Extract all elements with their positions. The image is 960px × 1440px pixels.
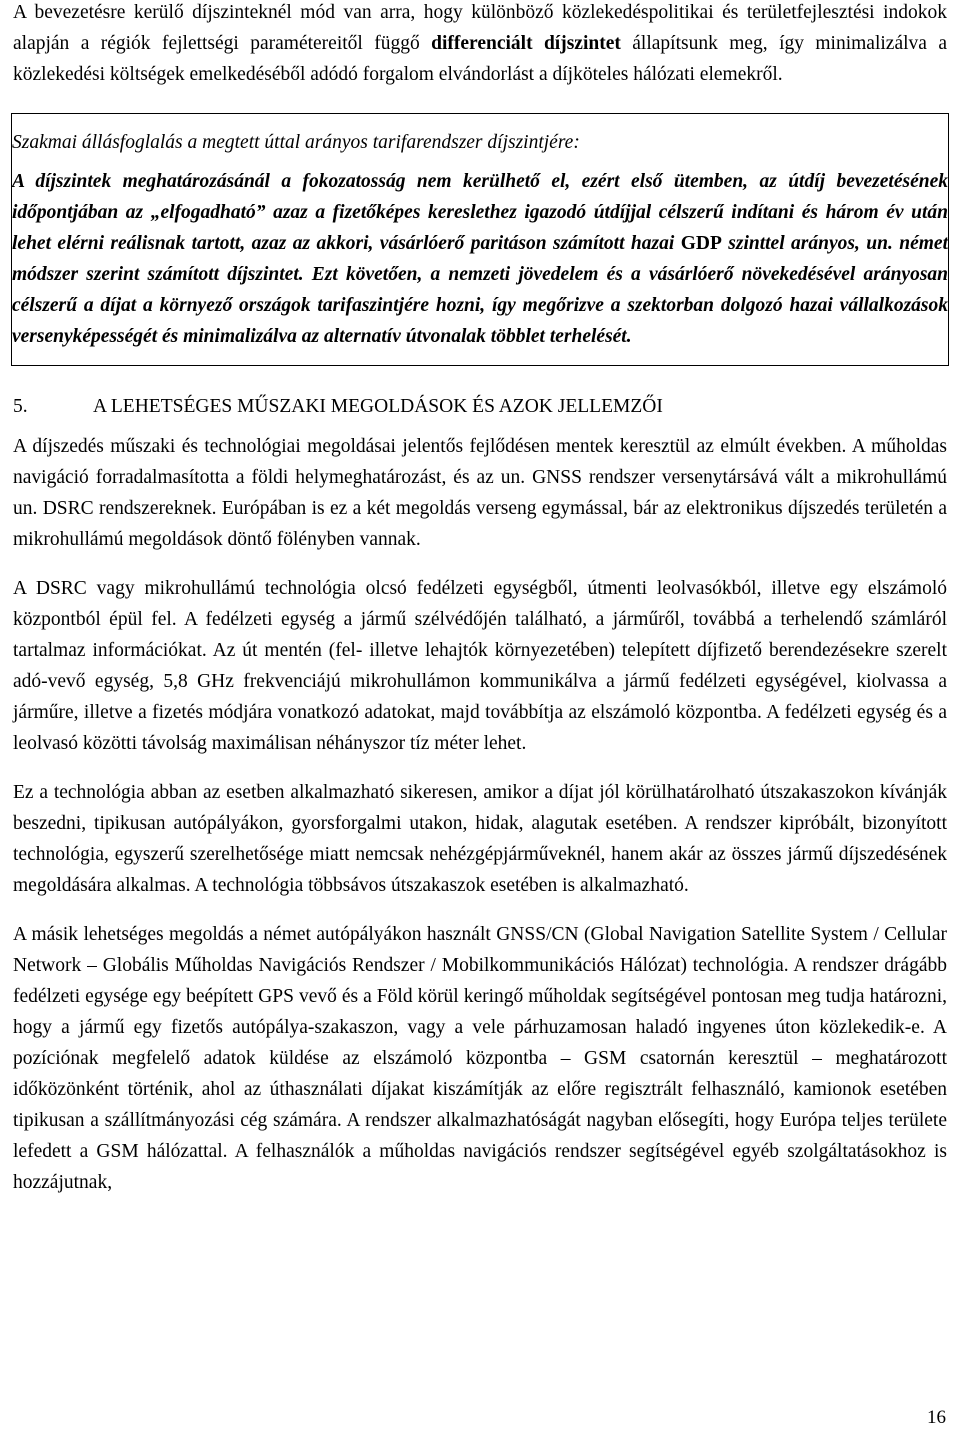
body-paragraph-4: A másik lehetséges megoldás a német autópályákon használt GNSS/CN (Global Navigation Satellite System / Cellular Network – Globális Műholdas Navigációs Rendszer / Mobilkommunikációs Hálózat) technológia. A rendszer drágább fedélzeti egysége egy beépített GPS vevő és a Föld körül keringő műholdak segítségével pontosan meg tudja határozni, hogy a jármű egy fizetős autópálya-szakaszon, vagy a vele párhuzamosan haladó ingyenes úton közlekedik-e. A pozíciónak megfelelő adatok küldése az elszámoló központba – GSM csatornán keresztül – meghatározott időközönként történik, ahol az úthasználati díjakat kiszámítják az előre regisztrált felhasználó, kamionok esetében tipikusan a szállítmányozási cég számára. A rendszer alkalmazhatóságát nagyban elősegíti, hogy Európa teljes területe lefedett a GSM hálózattal. A felhasználók a műholdas navigációs rendszer segítségével egyéb szolgáltatásokhoz is hozzájutnak, — [13, 924, 947, 1193]
box-heading: Szakmai állásfoglalás a megtett úttal arányos tarifarendszer díjszintjére: — [12, 132, 580, 153]
position-statement-box — [11, 113, 949, 366]
section-title: A LEHETSÉGES MŰSZAKI MEGOLDÁSOK ÉS AZOK JELLEMZŐI — [93, 396, 663, 417]
intro-paragraph — [13, 0, 947, 90]
document-page — [13, 0, 947, 1198]
body-paragraph-2: A DSRC vagy mikrohullámú technológia olcsó fedélzeti egységből, útmenti leolvasókból, illetve egy elszámoló központból épül fel. A fedélzeti egység a jármű szélvédőjén található, a járműről, továbbá a terhelendő számláról tartalmaz információkat. Az út mentén (fel- illetve lehajtók környezetében) telepített díjfizető berendezésekre szerelt adó-vevő egység, 5,8 GHz frekvenciájú mikrohullámon kommunikálva a jármű fedélzeti egységével, kiolvassa a járműre, illetve a fizetés módjára vonatkozó adatokat, majd továbbítja az elszámoló központba. A fedélzeti egység és a leolvasó közötti távolság maximálisan néhányszor tíz méter lehet. — [13, 578, 947, 754]
box-body-part2: szinttel arányos, un. német módszer szerint számított díjszintet. Ezt követően, a nemzeti jövedelem és a vásárlóerő növekedésével arányosan célszerű a díjat a környező országok tarifaszintjére hozni, így megőrizve a szektorban dolgozó hazai vállalkozások versenyképességét és minimalizálva az alternatív útvonalak többlet terhelését. — [12, 233, 948, 347]
body-paragraph-3: Ez a technológia abban az esetben alkalmazható sikeresen, amikor a díjat jól körülhatárolható útszakaszokon kívánják beszedni, tipikusan autópályákon, gyorsforgalmi utakon, hidak, alagutak esetében. A rendszer kipróbált, bizonyított technológia, egyszerű szerelhetősége miatt nemcsak nehézgépjárműveknél, hanem akár az összes jármű díjszedésének megoldására alkalmas. A technológia többsávos útszakaszok esetében is alkalmazható. — [13, 782, 947, 896]
section-heading — [13, 391, 947, 422]
section-number: 5. — [13, 396, 28, 417]
box-body — [12, 166, 948, 352]
page-number: 16 — [927, 1407, 946, 1428]
paragraph-gap — [13, 555, 947, 573]
intro-text-after: állapítsunk meg, így minimalizálva a közlekedési költségek emelkedéséből adódó forgalom elvándorlást a díjköteles hálózati elemekről. — [13, 33, 947, 85]
box-body-gdp: GDP — [680, 233, 722, 254]
intro-text-before: A bevezetésre kerülő díjszinteknél mód van arra, hogy különböző közlekedéspolitikai és területfejlesztési indokok alapján a régiók fejlettségi paramétereitől függő — [13, 2, 947, 54]
body-paragraph-1: A díjszedés műszaki és technológiai megoldásai jelentős fejlődésen mentek keresztül az elmúlt években. A műholdas navigáció forradalmasította a földi helymeghatározást, és az un. GNSS rendszer versenytársává vált a mikrohullámú un. DSRC rendszereknek. Európában is ez a két megoldás verseng egymással, bár az elektronikus díjszedés területén a mikrohullámú megoldások döntő fölényben vannak. — [13, 436, 947, 550]
box-body-part1: A díjszintek meghatározásánál a fokozatosság nem kerülhető el, ezért első ütemben, az útdíj bevezetésének időpontjában az „elfogadható” azaz a fizetőképes kereslethez igazodó útdíjjal célszerű indítani és három év után lehet elérni reálisnak tartott, azaz az akkori, vásárlóerő paritáson számított hazai — [12, 171, 948, 254]
intro-text-bold: differenciált díjszintet — [431, 33, 621, 54]
paragraph-gap — [13, 759, 947, 777]
paragraph-gap — [13, 901, 947, 919]
